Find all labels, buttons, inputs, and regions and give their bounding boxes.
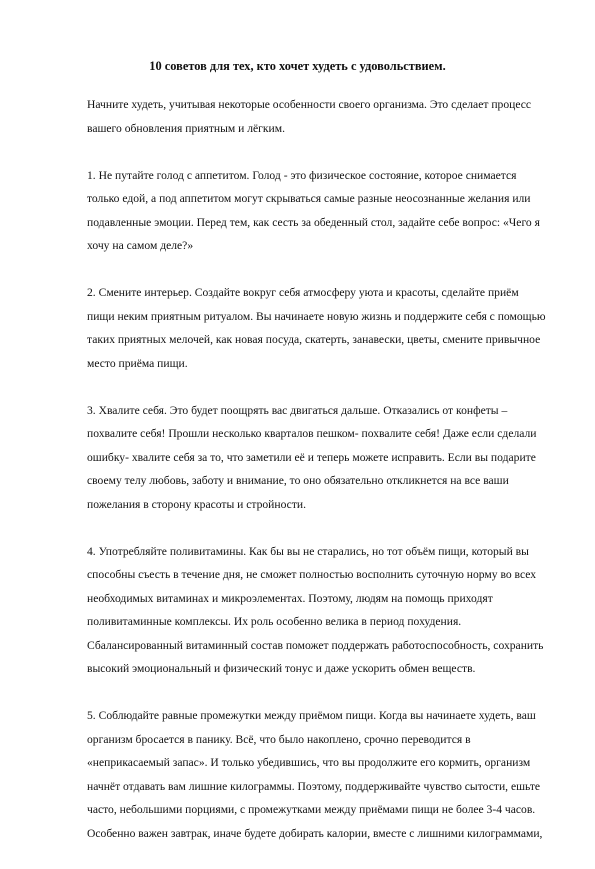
paragraph-line: пищи неким приятным ритуалом. Вы начинаете новую жизнь и поддержите себя с помощью <box>87 309 546 323</box>
paragraph-line: Сбалансированный витаминный состав поможет поддержать работоспособность, сохранить <box>87 638 544 652</box>
paragraph-line: 2. Смените интерьер. Создайте вокруг себя атмосферу уюта и красоты, сделайте приём <box>87 286 519 299</box>
paragraph-line: Особенно важен завтрак, иначе будете добирать калории, вместе с лишними килограммами, <box>87 826 543 840</box>
tip-3-paragraph <box>87 399 547 517</box>
tip-1-paragraph <box>87 164 547 258</box>
paragraph-line: место приёма пищи. <box>87 356 188 370</box>
paragraph-line: способны съесть в течение дня, не сможет полностью восполнить суточную норму во всех <box>87 568 537 581</box>
paragraph-line: только едой, а под аппетитом могут скрываться самые разные неосознанные желания или <box>87 192 531 205</box>
paragraph-line: хочу на самом деле?» <box>87 239 194 252</box>
paragraph-line: вашего обновления приятным и лёгким. <box>87 121 285 135</box>
paragraph-line: таких приятных мелочей, как новая посуда, скатерть, занавески, цветы, смените привычное <box>87 333 541 346</box>
paragraph-line: 5. Соблюдайте равные промежутки между приёмом пищи. Когда вы начинаете худеть, ваш <box>87 709 536 722</box>
paragraph-line: «неприкасаемый запас». И только убедившись, что вы продолжите его кормить, организм <box>87 756 531 769</box>
paragraph-line: организм бросается в панику. Всё, что было накоплено, срочно переводится в <box>87 732 471 746</box>
paragraph-line: часто, небольшими порциями, с промежутками между приёмами пищи не более 3-4 часов. <box>87 803 536 816</box>
paragraph-line: 3. Хвалите себя. Это будет поощрять вас двигаться дальше. Отказались от конфеты – <box>87 403 508 417</box>
paragraph-line: 1. Не путайте голод с аппетитом. Голод - это физическое состояние, которое снимается <box>87 168 517 182</box>
tip-2-paragraph <box>87 281 547 375</box>
paragraph-line: 4. Употребляйте поливитамины. Как бы вы не старались, но тот объём пищи, который вы <box>87 544 529 558</box>
document-title: 10 советов для тех, кто хочет худеть с удовольствием. <box>149 59 446 73</box>
paragraph-line: необходимых витаминах и микроэлементах. Поэтому, людям на помощь приходят <box>87 591 493 605</box>
paragraph-line: Начните худеть, учитывая некоторые особенности своего организма. Это сделает процесс <box>87 98 532 111</box>
paragraph-line: похвалите себя! Прошли несколько кварталов пешком- похвалите себя! Даже если сделали <box>87 427 537 440</box>
tip-5-paragraph <box>87 704 547 845</box>
document-body <box>87 93 547 869</box>
paragraph-line: поливитаминные комплексы. Их роль особенно велика в период похудения. <box>87 615 462 628</box>
paragraph-line: высокий эмоциональный и физический тонус и даже ускорить обмен веществ. <box>87 662 476 675</box>
paragraph-line: подавленные эмоции. Перед тем, как сесть за обеденный стол, задайте себе вопрос: «Чего я <box>87 215 540 229</box>
paragraph-line: пожелания в сторону красоты и стройности. <box>87 497 306 511</box>
paragraph-line: своему телу любовь, заботу и внимание, то оно обязательно откликнется на все ваши <box>87 474 509 487</box>
paragraph-line: начнёт отдавать вам лишние килограммы. Поэтому, поддерживайте чувство сытости, ешьте <box>87 779 541 793</box>
tip-4-paragraph <box>87 540 547 681</box>
paragraph-line: ошибку- хвалите себя за то, что заметили её и теперь можете исправить. Если вы подарите <box>87 450 536 464</box>
intro-paragraph <box>87 93 547 140</box>
